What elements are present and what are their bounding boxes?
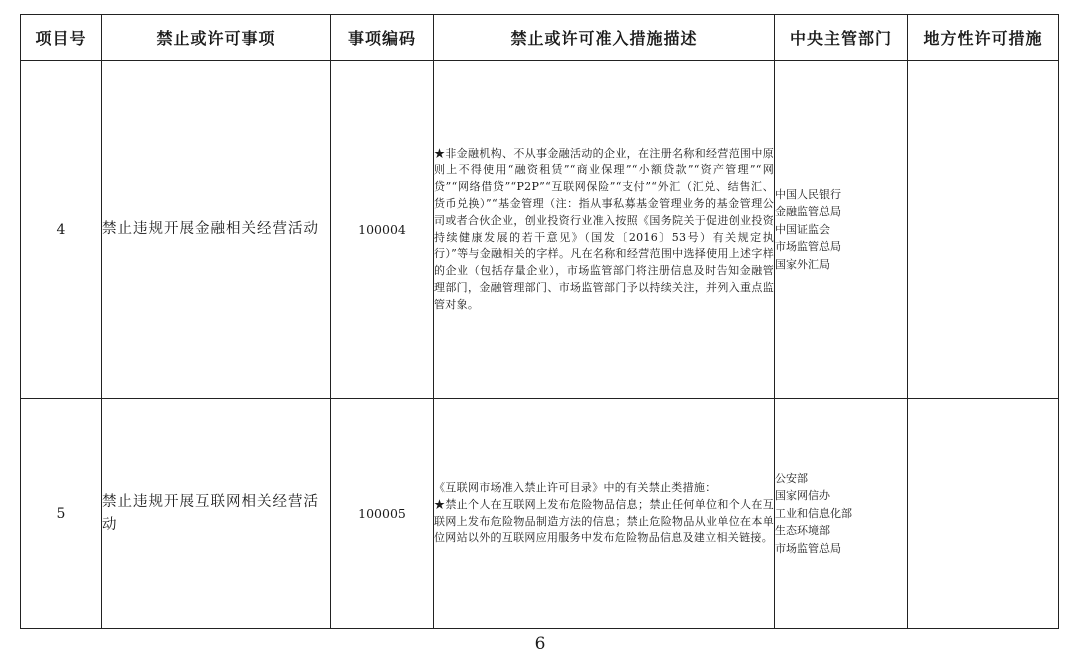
- description-paragraph: 《互联网市场准入禁止许可目录》中的有关禁止类措施：: [434, 480, 717, 494]
- cell-departments: [775, 61, 908, 399]
- description-paragraph: ★禁止个人在互联网上发布危险物品信息；禁止任何单位和个人在互联网上发布危险物品制造方法的信息；禁止危险物品从业单位在本单位网站以外的互联网应用服务中发布危险物品信息及建立相关链接。: [434, 497, 774, 545]
- cell-number: 5: [21, 399, 102, 629]
- department: 中国证监会: [775, 222, 830, 236]
- department: 公安部: [775, 471, 808, 485]
- page-number: 6: [534, 634, 546, 654]
- header-item-name: 禁止或许可事项: [102, 15, 331, 61]
- cell-item: 禁止违规开展互联网相关经营活动: [102, 399, 331, 629]
- department: 国家外汇局: [775, 257, 830, 271]
- cell-item: 禁止违规开展金融相关经营活动: [102, 61, 331, 399]
- department: 市场监管总局: [775, 541, 841, 555]
- cell-number: 4: [21, 61, 102, 399]
- cell-local-measures: [908, 61, 1059, 399]
- department: 生态环境部: [775, 524, 830, 538]
- header-local-measures: 地方性许可措施: [908, 15, 1059, 61]
- cell-departments: [775, 399, 908, 629]
- cell-code: 100005: [331, 399, 434, 629]
- header-description: 禁止或许可准入措施描述: [434, 15, 775, 61]
- table-row: [21, 399, 1059, 629]
- cell-code: 100004: [331, 61, 434, 399]
- market-access-table: [20, 14, 1059, 629]
- header-item-number: 项目号: [21, 15, 102, 61]
- department: 市场监管总局: [775, 240, 841, 254]
- header-row: [21, 15, 1059, 61]
- table-row: [21, 61, 1059, 399]
- header-item-code: 事项编码: [331, 15, 434, 61]
- department: 工业和信息化部: [775, 506, 852, 520]
- cell-local-measures: [908, 399, 1059, 629]
- department: 中国人民银行: [775, 187, 841, 201]
- cell-description: [434, 61, 775, 399]
- cell-description: [434, 399, 775, 629]
- department: 金融监管总局: [775, 205, 841, 219]
- header-central-department: 中央主管部门: [775, 15, 908, 61]
- department: 国家网信办: [775, 489, 830, 503]
- description-paragraph: ★非金融机构、不从事金融活动的企业，在注册名称和经营范围中原则上不得使用“融资租赁”“商业保理”“小额贷款”“资产管理”“网贷”“网络借贷”“P2P”“互联网保险”“支付”“外汇（汇兑、结售汇、货币兑换）”“基金管理（注：指从事私募基金管理业务的基金管理公司或者合伙企业，创业投资行业准入按照《国务院关于促进创业投资持续健康发展的若干意见》（国发〔2016〕53号）有关规定执行）”等与金融相关的字样。凡在名称和经营范围中选择使用上述字样的企业（包括存量企业），市场监管部门将注册信息及时告知金融管理部门，金融管理部门、市场监管部门予以持续关注，并列入重点监管对象。: [434, 146, 774, 311]
